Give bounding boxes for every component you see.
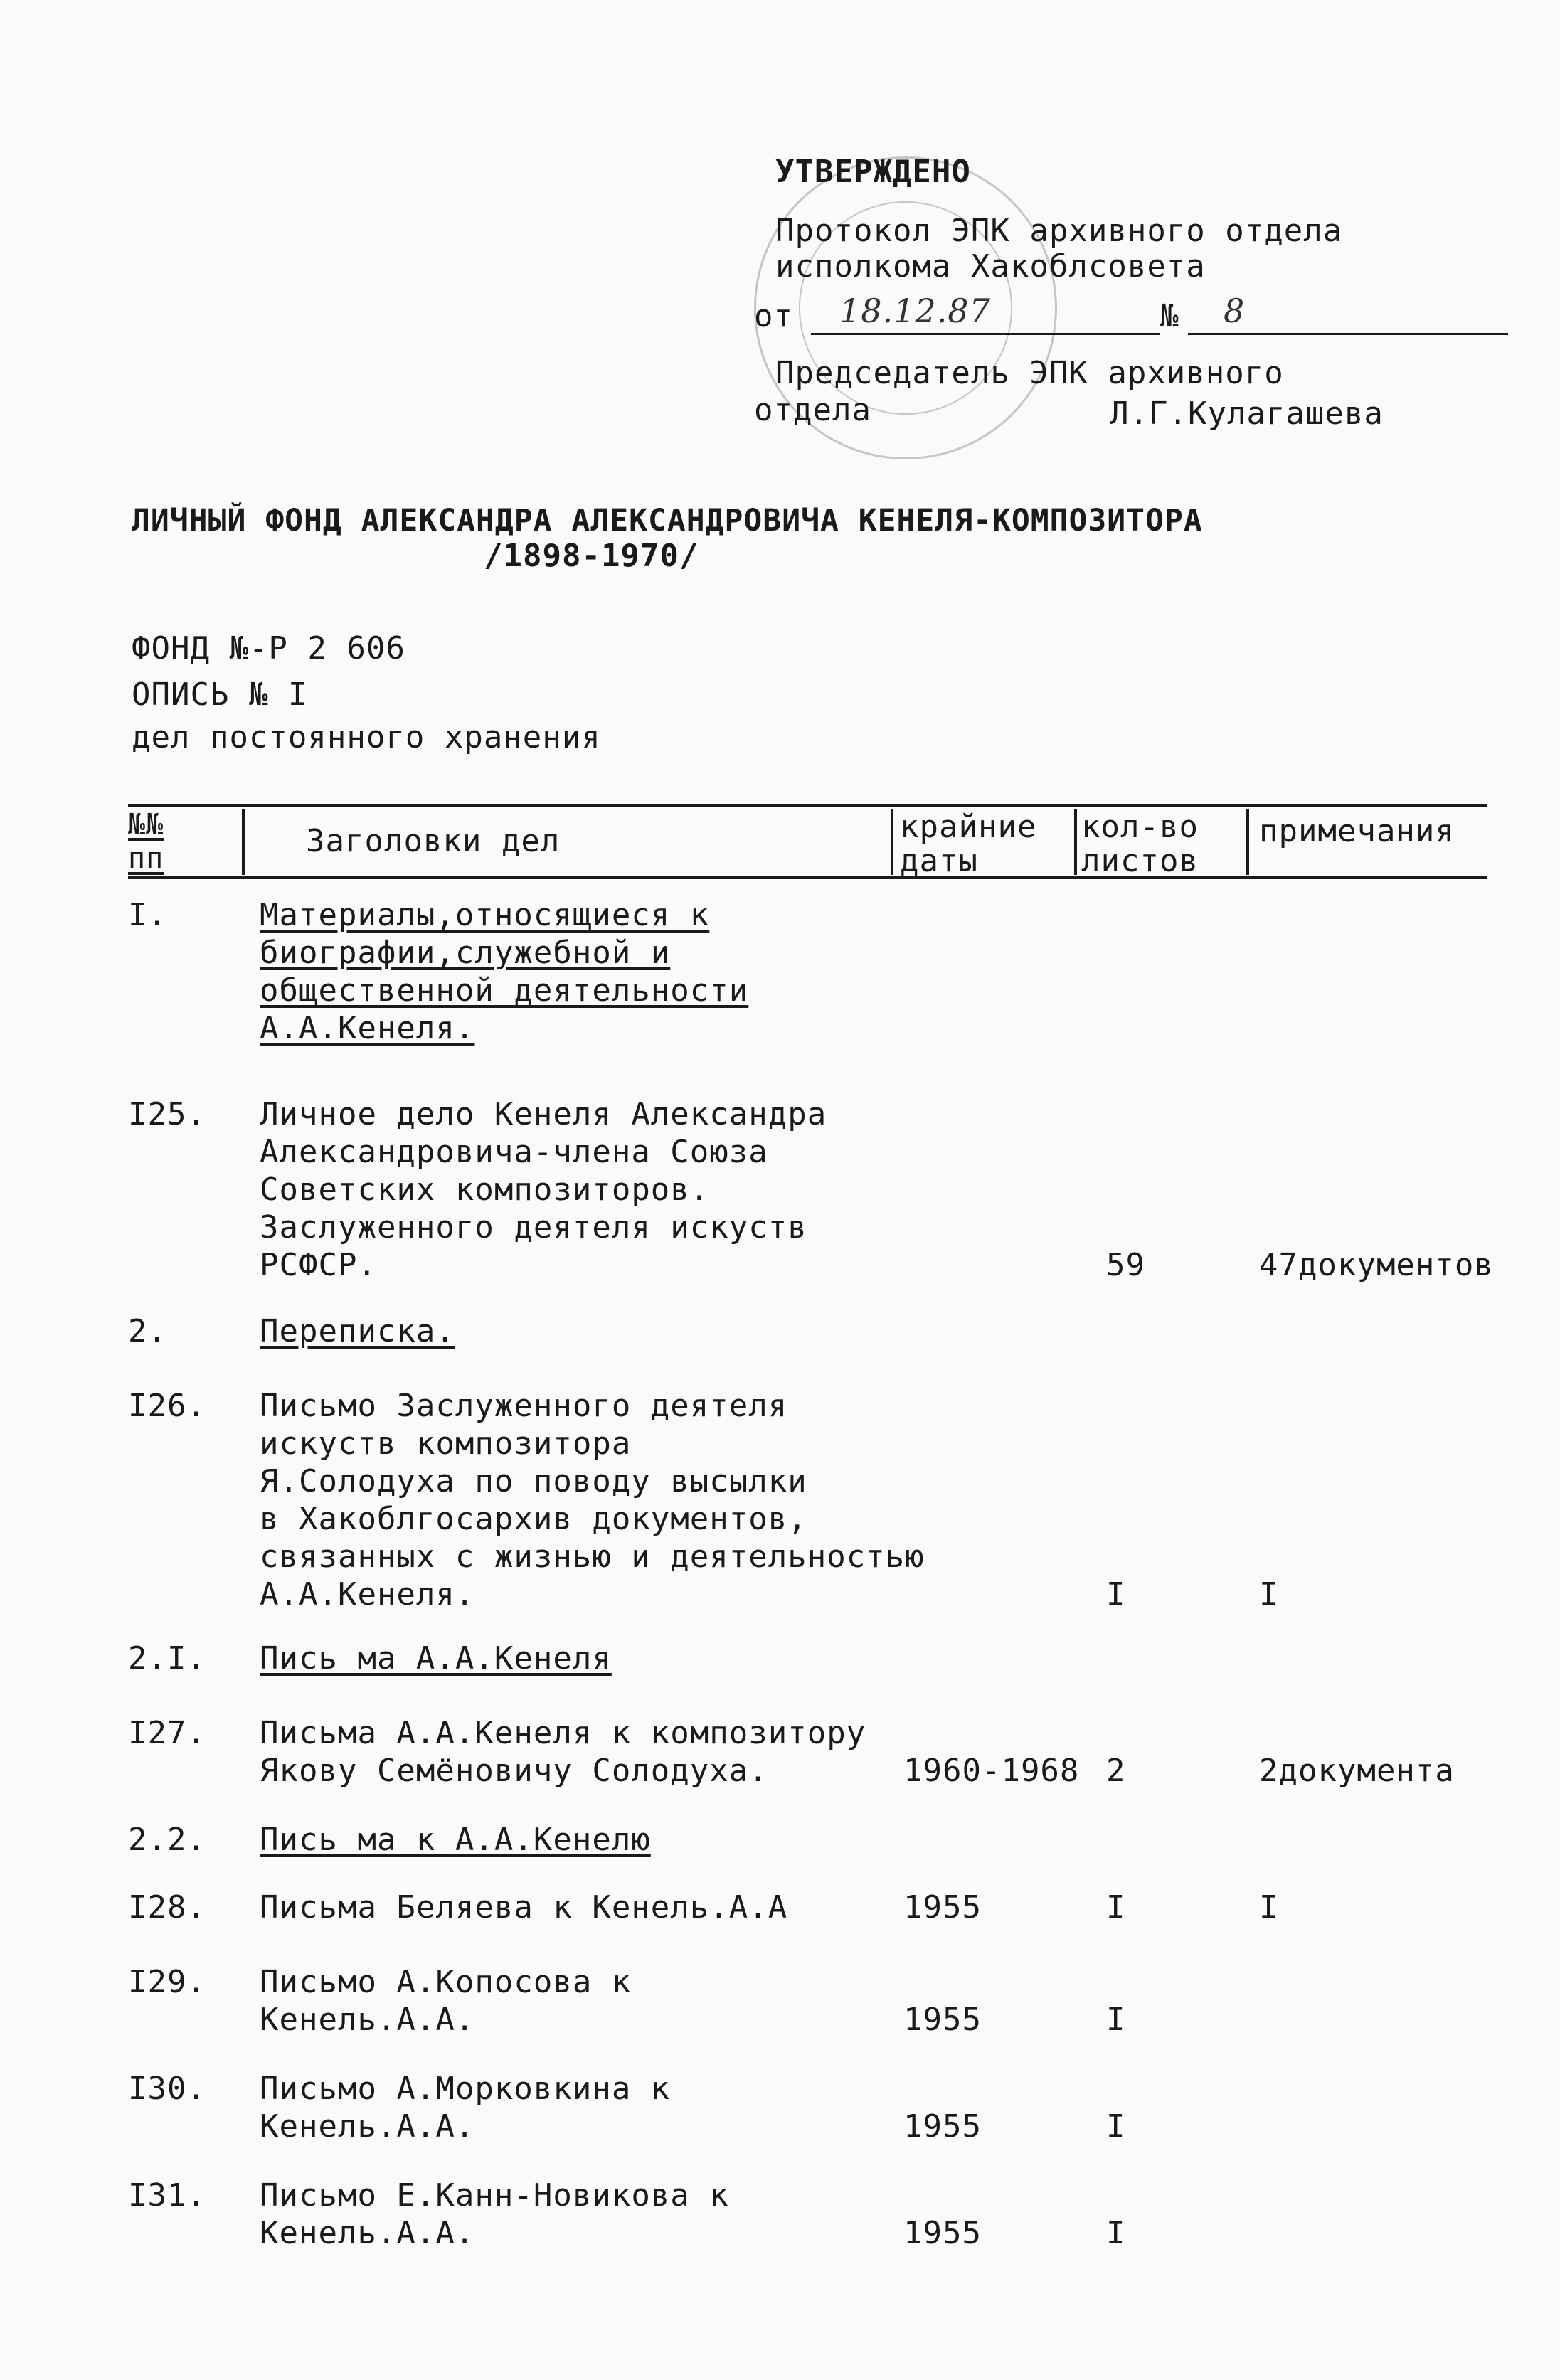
number-underline — [1188, 333, 1508, 335]
item-title-line: Кенель.А.А. — [260, 2215, 475, 2251]
inventory-number: ОПИСЬ № I — [132, 676, 308, 713]
header-title: Заголовки дел — [306, 823, 561, 859]
row-notes: I — [1259, 1576, 1279, 1613]
header-num: №№ — [128, 808, 164, 841]
item-title-line: Письмо Е.Канн-Новикова к — [260, 2177, 729, 2214]
approval-chair-line: Председатель ЭПК архивного — [775, 355, 1284, 391]
fond-years: /1898-1970/ — [484, 538, 699, 574]
header-divider — [1246, 809, 1249, 875]
item-title-line: Письмо Заслуженного деятеля — [260, 1388, 788, 1424]
row-sheets: 59 — [1106, 1247, 1145, 1283]
header-dates: крайние — [900, 809, 1037, 845]
fond-heading: ЛИЧНЫЙ ФОНД АЛЕКСАНДРА АЛЕКСАНДРОВИЧА КЕНЕЛЯ-КОМПОЗИТОРА — [132, 503, 1203, 538]
row-number: 2.I. — [128, 1640, 206, 1677]
row-number: I31. — [128, 2177, 206, 2214]
table-header-rule — [128, 876, 1487, 879]
header-num-pp: пп — [128, 842, 164, 875]
approval-date-handwritten: 18.12.87 — [839, 292, 991, 330]
item-title-line: Советских композиторов. — [260, 1172, 710, 1208]
item-title-line: Якову Семёновичу Солодуха. — [260, 1753, 768, 1789]
storage-type: дел постоянного хранения — [132, 719, 601, 755]
item-title-line: РСФСР. — [260, 1247, 377, 1283]
header-divider — [891, 809, 893, 875]
item-title-line: Письма А.А.Кенеля к композитору — [260, 1715, 866, 1751]
row-notes: 47документов — [1259, 1247, 1494, 1283]
approval-number-handwritten: 8 — [1224, 292, 1246, 330]
approval-chair-name: Л.Г.Кулагашева — [1110, 395, 1384, 432]
row-sheets: I — [1106, 2108, 1126, 2145]
section-title-line: Материалы,относящиеся к — [260, 897, 710, 933]
approval-from-label: от — [754, 298, 793, 334]
row-number: I26. — [128, 1388, 206, 1424]
row-number: 2. — [128, 1313, 167, 1349]
item-title-line: Заслуженного деятеля искуств — [260, 1209, 807, 1245]
row-dates: 1955 — [903, 2002, 982, 2038]
item-title-line: Александровича-члена Союза — [260, 1134, 768, 1170]
row-sheets: I — [1106, 2215, 1126, 2251]
row-number: 2.2. — [128, 1822, 206, 1858]
item-title-line: Письма Беляева к Кенель.А.А — [260, 1889, 788, 1925]
approval-title: УТВЕРЖДЕНО — [775, 154, 971, 190]
item-title-line: Кенель.А.А. — [260, 2108, 475, 2145]
item-title-line: связанных с жизнью и деятельностью — [260, 1539, 925, 1575]
section-title-line: Пись ма к А.А.Кенелю — [260, 1822, 651, 1858]
item-title-line: Я.Солодуха по поводу высылки — [260, 1463, 807, 1499]
section-title-line: биографии,служебной и — [260, 935, 671, 971]
fond-number: ФОНД №-Р 2 606 — [132, 630, 405, 666]
table-top-rule — [128, 804, 1487, 807]
item-title-line: Личное дело Кенеля Александра — [260, 1096, 827, 1132]
header-sheets-2: листов — [1081, 843, 1199, 879]
row-number: I28. — [128, 1889, 206, 1925]
date-underline — [811, 333, 1160, 335]
approval-protocol-line: Протокол ЭПК архивного отдела — [775, 213, 1343, 249]
row-notes: 2документа — [1259, 1753, 1455, 1789]
item-title-line: Письмо А.Морковкина к — [260, 2071, 671, 2107]
row-sheets: I — [1106, 1576, 1126, 1613]
header-notes: примечания — [1259, 813, 1455, 849]
item-title-line: Письмо А.Копосова к — [260, 1964, 632, 2000]
row-dates: 1955 — [903, 1889, 982, 1925]
header-divider — [242, 809, 245, 875]
item-title-line: в Хакоблгосархив документов, — [260, 1501, 807, 1537]
section-title-line: общественной деятельности — [260, 972, 749, 1009]
row-sheets: I — [1106, 1889, 1126, 1925]
header-divider — [1074, 809, 1077, 875]
approval-number-label: № — [1160, 298, 1179, 334]
row-number: I30. — [128, 2071, 206, 2107]
row-sheets: 2 — [1106, 1753, 1126, 1789]
section-title-line: Пись ма А.А.Кенеля — [260, 1640, 612, 1677]
row-notes: I — [1259, 1889, 1279, 1925]
approval-department-label: отдела — [754, 392, 871, 428]
row-number: I29. — [128, 1964, 206, 2000]
row-sheets: I — [1106, 2002, 1126, 2038]
header-sheets: кол-во — [1081, 809, 1199, 845]
section-title-line: Переписка. — [260, 1313, 455, 1349]
header-dates-2: даты — [900, 843, 978, 879]
row-dates: 1955 — [903, 2108, 982, 2145]
row-number: I25. — [128, 1096, 206, 1132]
item-title-line: А.А.Кенеля. — [260, 1576, 475, 1613]
item-title-line: Кенель.А.А. — [260, 2002, 475, 2038]
row-dates: 1955 — [903, 2215, 982, 2251]
row-number: I. — [128, 897, 167, 933]
row-dates: 1960-1968 — [903, 1753, 1080, 1789]
row-number: I27. — [128, 1715, 206, 1751]
approval-executive-line: исполкома Хакоблсовета — [775, 248, 1206, 285]
item-title-line: искуств композитора — [260, 1425, 632, 1462]
section-title-line: А.А.Кенеля. — [260, 1010, 475, 1046]
